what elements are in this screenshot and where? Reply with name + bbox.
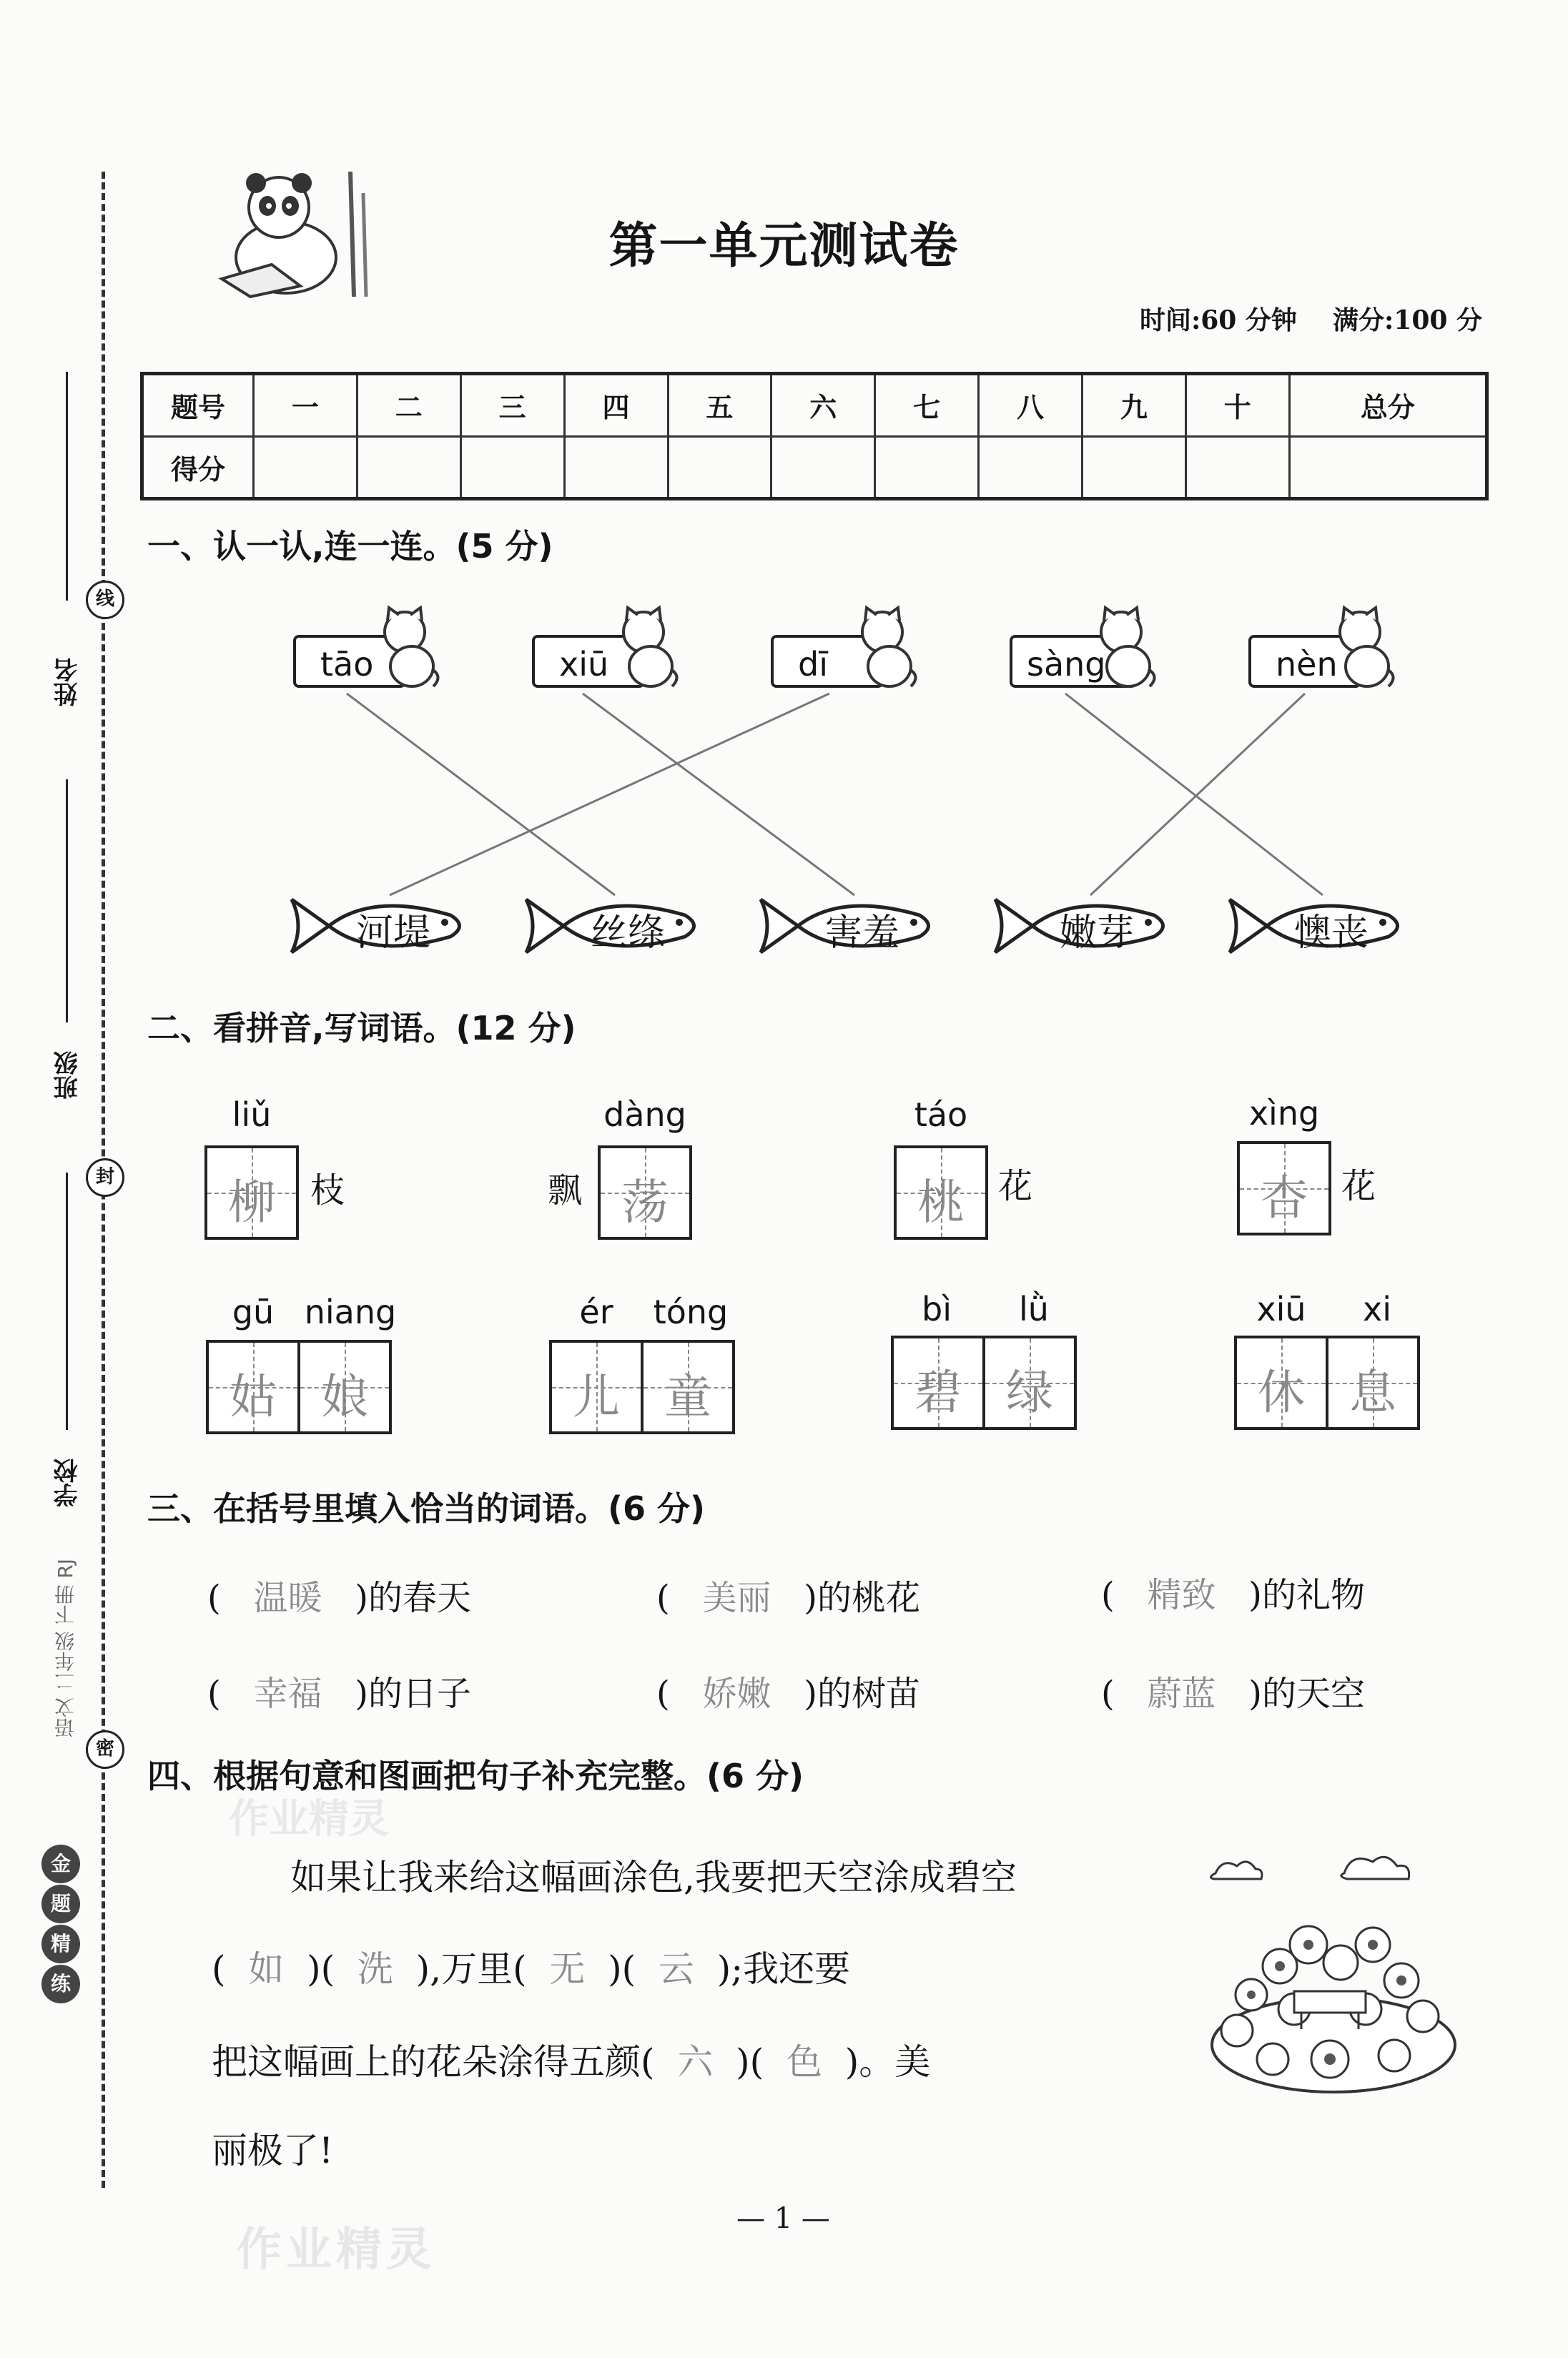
tianzige-box[interactable] [891,1336,985,1430]
watermark: 作业精灵 [229,1795,389,1843]
paragraph-text: 把这幅画上的花朵涂得五颜( [212,2041,655,2083]
handwritten-answer: 色 [786,2041,822,2083]
fill-blank-item[interactable]: ( 幸福 )的日子 [207,1674,472,1714]
pinyin-tag-5: nèn [1248,635,1361,688]
seal-mark-secret: 密 [86,1730,124,1769]
score-header-cell: 九 [1083,374,1186,437]
full-score: 满分:100 分 [1333,305,1482,335]
paragraph-text: );我还要 [716,1948,851,1990]
handwritten-answer: 如 [248,1948,285,1990]
handwritten-answer: 儿 [573,1369,620,1424]
score-header-cell: 二 [357,374,460,437]
pinyin-niang: niang [304,1293,397,1331]
score-header-cell: 三 [460,374,564,437]
score-header-cell: 题号 [142,374,254,437]
pinyin-liu: liǔ [232,1095,272,1134]
pinyin-tag-3: dī [771,635,884,688]
paragraph-line-3: 把这幅画上的花朵涂得五颜( 六 )( 色 )。美 [212,2041,931,2083]
time-limit: 时间:60 分钟 [1139,305,1297,335]
pinyin-tong: tóng [653,1293,729,1331]
brand-char-3: 精 [41,1925,80,1963]
score-header-cell: 一 [254,374,358,437]
handwritten-answer: 碧 [914,1365,962,1420]
pinyin-gu: gū [232,1293,275,1331]
pinyin-lv: lǜ [1019,1290,1049,1328]
tianzige-box[interactable] [641,1340,735,1434]
pinyin-xi: xi [1362,1290,1391,1328]
paragraph-text: ,万里( [430,1948,527,1990]
fish-word-4: 嫩芽 [1059,912,1134,954]
phrase-suffix: )的礼物 [1248,1575,1366,1615]
page-number: — 1 — [736,2202,830,2235]
pinyin-bi: bì [922,1290,952,1328]
brand-char-2: 题 [41,1885,80,1923]
fish-word-1: 河堤 [355,912,430,954]
handwritten-answer: 童 [664,1369,711,1424]
watermark-bottom: 作业精灵 [236,2223,436,2276]
phrase-suffix: )的树苗 [804,1674,921,1714]
tianzige-box[interactable] [1234,1336,1328,1430]
score-header-cell: 六 [771,374,875,437]
word-suffix: 花 [1341,1166,1376,1206]
handwritten-answer: 美丽 [702,1578,771,1618]
pinyin-dang: dàng [603,1095,686,1134]
fill-blank-item[interactable]: ( 美丽 )的桃花 [656,1578,921,1618]
handwritten-answer: 云 [658,1948,694,1990]
handwritten-answer: 绿 [1006,1365,1053,1420]
fill-blank-item[interactable]: ( 精致 )的礼物 [1101,1575,1366,1615]
fill-blank-item[interactable]: ( 蔚蓝 )的天空 [1101,1674,1366,1714]
tianzige-box[interactable] [549,1340,644,1434]
pinyin-tag-1: tāo [293,635,406,688]
paragraph-line-4: 丽极了! [212,2130,334,2171]
brand-char-1: 金 [41,1845,80,1883]
section3-title: 三、在括号里填入恰当的词语。(6 分) [147,1489,706,1528]
phrase-suffix: )的春天 [355,1578,472,1618]
fish-word-3: 害羞 [824,912,899,954]
flower-garden-illustration [1187,1837,1466,2109]
tianzige-box[interactable] [982,1336,1077,1430]
handwritten-answer: 休 [1258,1365,1305,1420]
seal-mark-line: 线 [86,581,124,619]
phrase-suffix: )的天空 [1248,1674,1366,1714]
tianzige-box[interactable] [297,1340,392,1434]
phrase-suffix: )的桃花 [804,1578,921,1618]
page-title: 第一单元测试卷 [608,218,960,275]
pinyin-tag-2: xiū [532,635,645,688]
score-header-cell: 八 [979,374,1083,437]
score-header-cell: 总分 [1289,374,1486,437]
name-label: 姓名 [54,658,82,706]
pinyin-xiu: xiū [1256,1290,1306,1328]
handwritten-answer: 姑 [230,1369,277,1424]
tianzige-box[interactable] [204,1145,299,1240]
score-header-cell: 七 [875,374,979,437]
phrase-suffix: )的日子 [355,1674,472,1714]
score-header-cell: 五 [668,374,771,437]
tianzige-box[interactable] [598,1145,692,1240]
handwritten-answer: 娇嫩 [702,1674,771,1714]
score-header-cell: 十 [1185,374,1289,437]
pinyin-tag-4: sàng [1010,635,1137,688]
pinyin-xing: xìng [1248,1094,1320,1133]
school-label: 学校 [54,1459,82,1507]
handwritten-answer: 温暖 [253,1578,322,1618]
fill-blank-item[interactable]: ( 娇嫩 )的树苗 [656,1674,921,1714]
class-write-line [66,1173,68,1430]
handwritten-answer: 柳 [228,1175,275,1230]
brand-char-4: 练 [41,1965,80,2003]
handwritten-answer: 无 [549,1948,586,1990]
paragraph-line-1: 如果让我来给这幅画涂色,我要把天空涂成碧空 [290,1857,1017,1898]
fill-blank-item[interactable]: ( 温暖 )的春天 [207,1578,472,1618]
handwritten-answer: 精致 [1147,1575,1216,1615]
word-suffix: 枝 [310,1170,345,1210]
word-suffix: 花 [998,1166,1033,1206]
handwritten-answer: 六 [677,2041,714,2083]
pinyin-tao: táo [914,1095,968,1134]
handwritten-answer: 幸福 [253,1674,322,1714]
handwritten-answer: 洗 [357,1948,393,1990]
pinyin-er: ér [579,1293,613,1331]
handwritten-answer: 息 [1349,1365,1396,1420]
book-info: 语文 二年级 下册 RJ [54,1559,77,1738]
tianzige-box[interactable] [1237,1141,1331,1235]
handwritten-answer: 桃 [917,1175,965,1230]
paragraph-line-2: ( 如 )( 洗 ),万里( 无 )( 云 );我还要 [212,1948,851,1990]
score-header-cell: 四 [564,374,668,437]
paragraph-text: )。美 [844,2041,931,2083]
handwritten-answer: 荡 [621,1175,669,1230]
score-row-label: 得分 [142,436,254,499]
tianzige-box[interactable] [1326,1336,1420,1430]
matching-answer-lines [0,0,1568,1001]
word-prefix: 飘 [548,1170,583,1210]
handwritten-answer: 杏 [1261,1170,1308,1225]
section2-title: 二、看拼音,写词语。(12 分) [147,1009,576,1047]
class-label: 班级 [54,1051,82,1100]
tianzige-box[interactable] [206,1340,300,1434]
handwritten-answer: 蔚蓝 [1147,1674,1216,1714]
tianzige-box[interactable] [894,1145,988,1240]
handwritten-answer: 娘 [321,1369,368,1424]
seal-mark-seal: 封 [86,1158,124,1197]
section4-title: 四、根据句意和图画把句子补充完整。(6 分) [147,1757,804,1795]
fish-word-2: 丝绦 [590,912,665,954]
section1-title: 一、认一认,连一连。(5 分) [147,527,553,566]
fish-word-5: 懊丧 [1293,912,1369,954]
